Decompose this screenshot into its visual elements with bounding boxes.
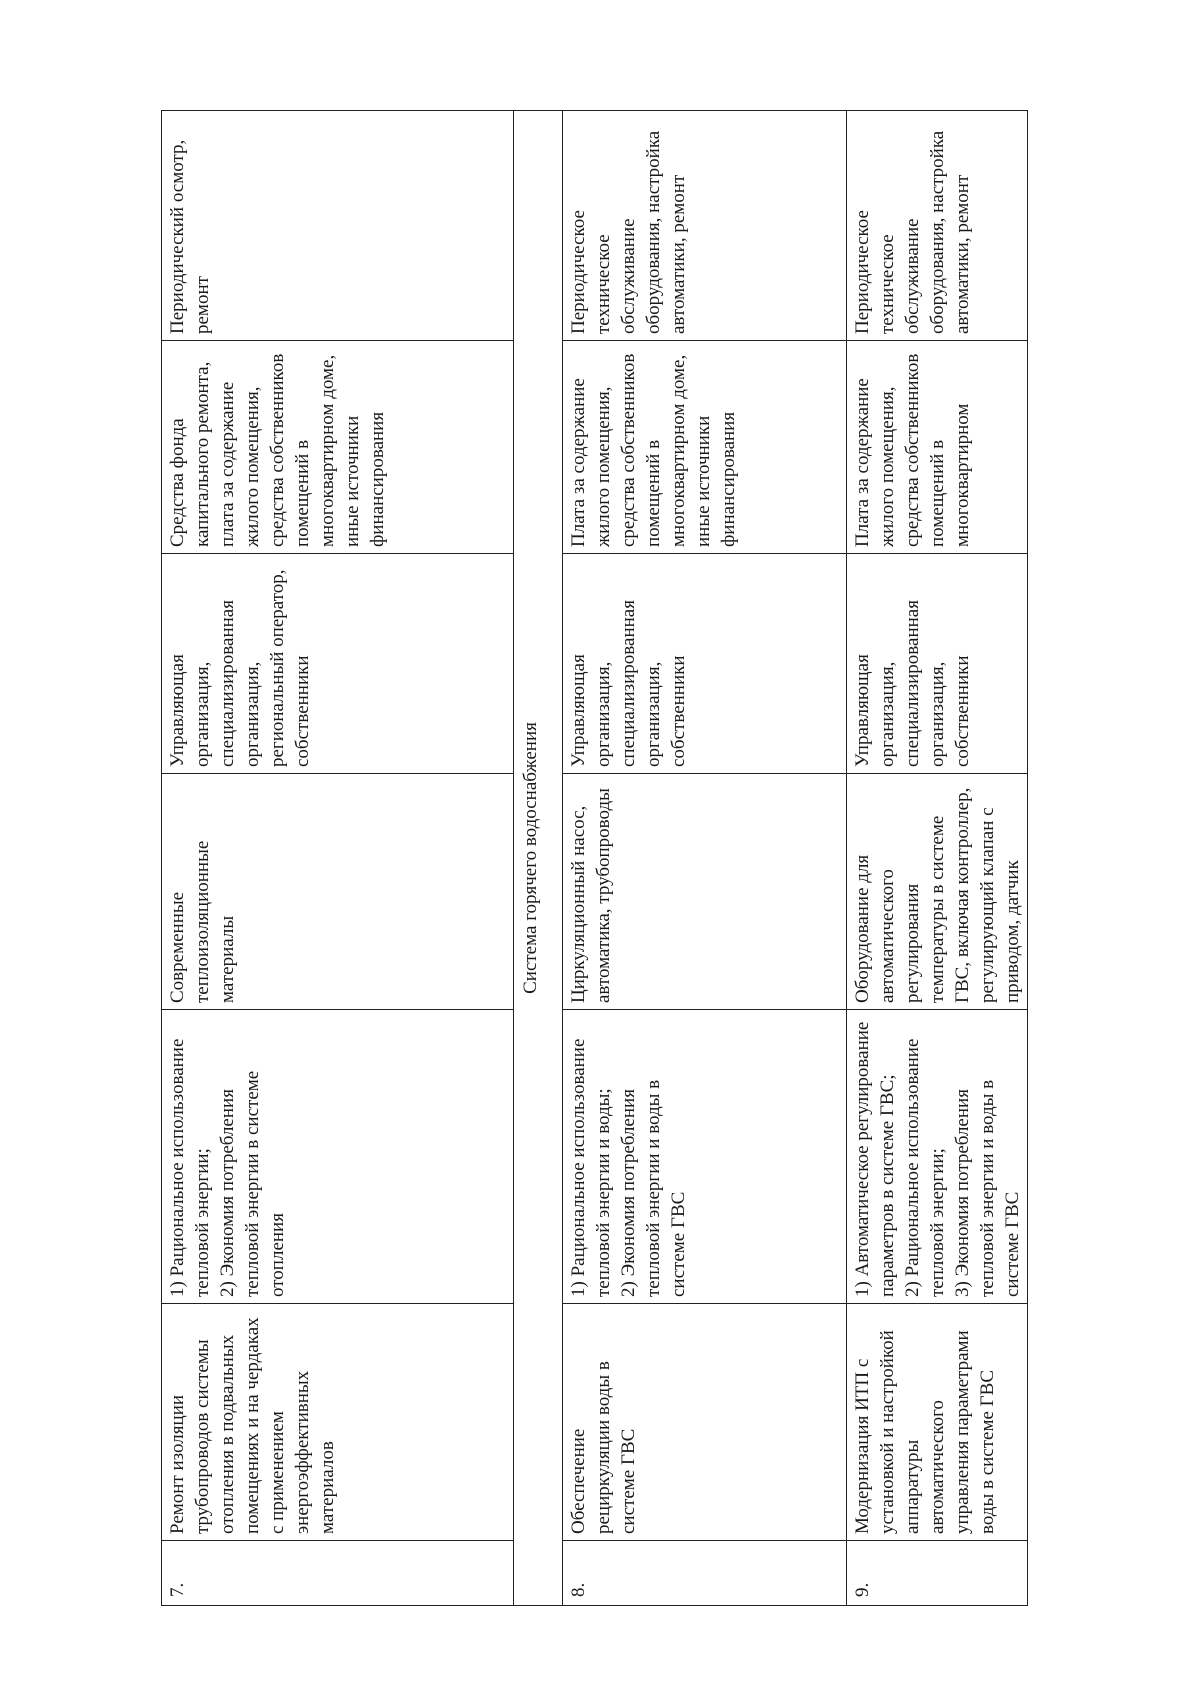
effect-cell bbox=[162, 1010, 514, 1304]
effect-cell bbox=[563, 1010, 847, 1304]
measure-cell: Ремонт изоляции трубопроводов системы отопления в подвальных помещениях и на чердаках с применением энергоэффективных материалов bbox=[162, 1304, 514, 1541]
funding-cell: Плата за содержание жилого помещения, средства собственников помещений в многоквартирном bbox=[847, 341, 1028, 554]
table-row bbox=[847, 111, 1028, 1606]
measures-table bbox=[161, 110, 1028, 1606]
row-number: 8. bbox=[563, 1541, 847, 1606]
periodicity-cell: Периодический осмотр, ремонт bbox=[162, 111, 514, 341]
row-number: 7. bbox=[162, 1541, 514, 1606]
table-row bbox=[162, 111, 514, 1606]
equipment-cell: Современные теплоизоляционные материалы bbox=[162, 774, 514, 1010]
rotated-table-container bbox=[161, 111, 1023, 1606]
effect-text: 1) Автоматическое регулирование параметров в системе ГВС; 2) Рациональное использование тепловой энергии; 3) Экономия потребления тепловой энергии и воды в системе ГВС bbox=[852, 1021, 1023, 1297]
funding-cell: Средства фонда капитального ремонта, плата за содержание жилого помещения, средства собственников помещений в многоквартирном доме, иные источники финансирования bbox=[162, 341, 514, 554]
section-row bbox=[514, 111, 563, 1606]
section-title: Система горячего водоснабжения bbox=[514, 111, 563, 1606]
equipment-cell: Оборудование для автоматического регулирования температуры в системе ГВС, включая контроллер, регулирующий клапан с приводом, датчик bbox=[847, 774, 1028, 1010]
measure-cell: Модернизация ИТП с установкой и настройкой аппаратуры автоматического управления параметрами воды в системе ГВС bbox=[847, 1304, 1028, 1541]
executor-cell: Управляющая организация, специализированная организация, региональный оператор, собственники bbox=[162, 554, 514, 774]
executor-cell: Управляющая организация, специализированная организация, собственники bbox=[563, 554, 847, 774]
equipment-cell: Циркуляционный насос, автоматика, трубопроводы bbox=[563, 774, 847, 1010]
effect-text: 1) Рациональное использование тепловой энергии; 2) Экономия потребления тепловой энергии в системе отопления bbox=[167, 1038, 288, 1297]
table-row bbox=[563, 111, 847, 1606]
effect-cell bbox=[847, 1010, 1028, 1304]
periodicity-cell: Периодическое техническое обслуживание оборудования, настройка автоматики, ремонт bbox=[563, 111, 847, 341]
executor-cell: Управляющая организация, специализированная организация, собственники bbox=[847, 554, 1028, 774]
measure-cell: Обеспечение рециркуляции воды в системе ГВС bbox=[563, 1304, 847, 1541]
row-number: 9. bbox=[847, 1541, 1028, 1606]
periodicity-cell: Периодическое техническое обслуживание оборудования, настройка автоматики, ремонт bbox=[847, 111, 1028, 341]
funding-cell: Плата за содержание жилого помещения, средства собственников помещений в многоквартирном доме, иные источники финансирования bbox=[563, 341, 847, 554]
effect-text: 1) Рациональное использование тепловой энергии и воды; 2) Экономия потребления тепловой энергии и воды в системе ГВС bbox=[568, 1038, 689, 1297]
